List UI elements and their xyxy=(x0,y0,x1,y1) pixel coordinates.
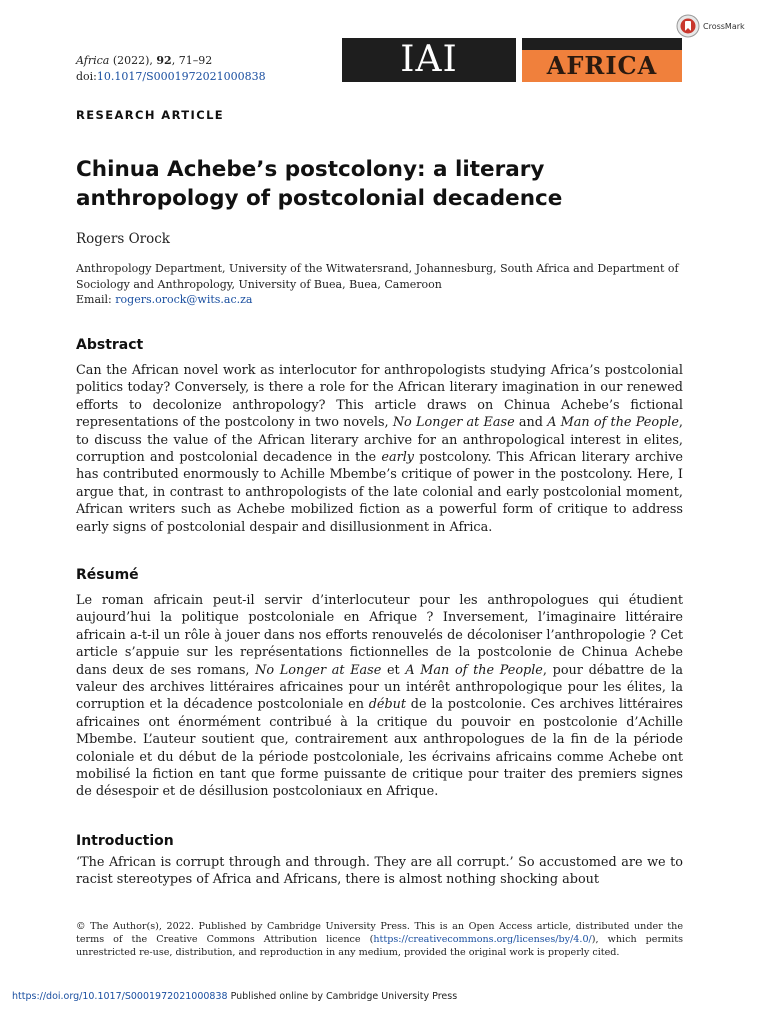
abstract-novel-1: No Longer at Ease xyxy=(392,415,515,431)
africa-logo-text: AFRICA xyxy=(522,50,682,82)
abstract-novel-2: A Man of the People xyxy=(547,415,679,431)
journal-pages: , 71–92 xyxy=(171,54,213,67)
email-link[interactable]: rogers.orock@wits.ac.za xyxy=(115,293,253,306)
article-type: RESEARCH ARTICLE xyxy=(76,108,225,122)
resume-text-3: de la postcolonie. Ces archives littéraires africaines ont énormément contribué à la critique du pouvoir en postcolonie d’Achille Mbembe. L’auteur soutient que, contrairement aux anthropologues de la fin de la période coloniale et du début de la période postcoloniale, les écrivains africains comme Achebe ont mobilisé la fiction en tant que forme puissante de critique pour traiter des premiers signes de désespoir et de désillusion postcoloniaux en Afrique. xyxy=(76,697,683,800)
affiliation-text: Anthropology Department, University of the Witwatersrand, Johannesburg, South Africa and Department of Sociology and Anthropology, University of Buea, Buea, Cameroon xyxy=(76,262,679,291)
introduction-heading: Introduction xyxy=(76,833,174,849)
journal-volume: 92 xyxy=(156,54,172,67)
resume-body xyxy=(76,592,683,801)
africa-logo-bar xyxy=(522,38,682,50)
footnote-text-1: © The Author(s), 2022. Published by Cambridge University Press. This is an Open Access article, distributed under the terms of the Creative Commons Attribution licence ( xyxy=(76,921,683,946)
copyright-footnote xyxy=(76,920,683,960)
abstract-text-1: Can the African novel work as interlocutor for anthropologists studying Africa’s postcolonial politics today? Conversely, is there a role for the African literary imagination in our renewed efforts to decolonize anthropology? This article draws on Chinua Achebe’s fictional representations of the postcolony in two novels, xyxy=(76,363,683,431)
resume-novel-2: A Man of the People xyxy=(405,662,543,678)
abstract-text-2: , to discuss the value of the African literary archive for an anthropological interest in elites, corruption and postcolonial decadence in the xyxy=(76,415,683,466)
crossmark-badge[interactable] xyxy=(676,13,745,39)
iai-logo: IAI xyxy=(342,38,516,82)
author-affiliation xyxy=(76,261,686,308)
resume-text-1: Le roman africain peut-il servir d’interlocuteur pour les anthropologues qui étudient aujourd’hui la politique postcoloniale en Afrique ? Inversement, l’imaginaire littéraire africain a-t-il un rôle à jouer dans nos efforts renouvelés de décoloniser l’anthropologie ? Cet article s’appuie sur les représentations fictionnelles de la postcolonie de Chinua Achebe dans deux de ses romans, xyxy=(76,593,683,678)
resume-text-2: , pour débattre de la valeur des archives littéraires africaines pour un intérêt anthropologique pour les élites, la corruption et la décadence postcoloniale en xyxy=(76,662,683,713)
introduction-body: ‘The African is corrupt through and through. They are all corrupt.’ So accustomed are we to racist stereotypes of Africa and Africans, there is almost nothing shocking about xyxy=(76,855,683,888)
author-name: Rogers Orock xyxy=(76,231,170,247)
resume-debut: début xyxy=(368,697,407,713)
abstract-early: early xyxy=(381,450,415,466)
africa-logo xyxy=(522,38,682,82)
abstract-heading: Abstract xyxy=(76,337,144,353)
crossmark-icon xyxy=(676,14,700,38)
resume-et: et xyxy=(381,662,406,678)
journal-citation xyxy=(76,53,266,85)
journal-year: (2022), xyxy=(109,54,157,67)
published-online-bar xyxy=(12,991,457,1002)
journal-name: Africa xyxy=(76,54,110,67)
resume-heading: Résumé xyxy=(76,567,139,583)
article-title: Chinua Achebe’s postcolony: a literary anthropology of postcolonial decadence xyxy=(76,157,563,211)
footnote-text-2: ), which permits unrestricted re-use, distribution, and reproduction in any medium, provided the original work is properly cited. xyxy=(76,934,683,959)
abstract-body xyxy=(76,362,683,536)
doi-link[interactable]: 10.1017/S0001972021000838 xyxy=(96,70,266,83)
abstract-and: and xyxy=(514,415,548,431)
email-label: Email: xyxy=(76,293,116,306)
published-online-text: Published online by Cambridge University Press xyxy=(227,991,458,1002)
resume-novel-1: No Longer at Ease xyxy=(255,662,382,678)
crossmark-label: CrossMark xyxy=(703,21,745,31)
doi-prefix: doi: xyxy=(76,70,97,83)
abstract-text-3: postcolony. This African literary archive has contributed enormously to Achille Mbembe’s critique of power in the postcolony. Here, I argue that, in contrast to anthropologists of the late colonial and early postcolonial moment, African writers such as Achebe mobilized fiction as a powerful form of critique to address early signs of postcolonial despair and disillusionment in Africa. xyxy=(76,450,684,535)
license-link[interactable]: https://creativecommons.org/licenses/by/4.0/ xyxy=(373,934,592,946)
bottom-doi-link[interactable]: https://doi.org/10.1017/S0001972021000838 xyxy=(12,991,228,1002)
